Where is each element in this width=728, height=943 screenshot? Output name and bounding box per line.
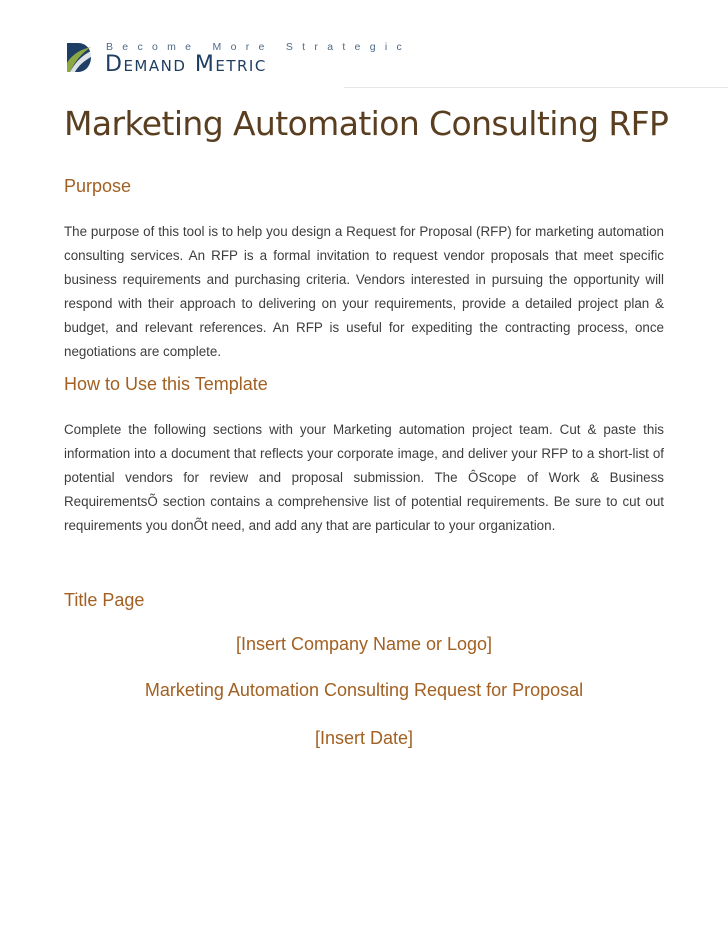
- company-name-placeholder: [Insert Company Name or Logo]: [235, 634, 493, 654]
- document-title: Marketing Automation Consulting RFP: [64, 104, 669, 143]
- page-header: [64, 36, 664, 88]
- demand-metric-logo-icon: [64, 41, 94, 74]
- brand-tagline: Become More Strategic: [106, 41, 412, 53]
- title-page-heading: Title Page: [64, 590, 145, 610]
- date-placeholder: [Insert Date]: [314, 728, 414, 748]
- brand-name: Demand Metric: [105, 52, 267, 77]
- proposal-title: Marketing Automation Consulting Request for Proposal: [144, 680, 584, 700]
- how-to-use-heading: How to Use this Template: [64, 374, 268, 394]
- purpose-paragraph: The purpose of this tool is to help you design a Request for Proposal (RFP) for marketing automation consulting services. An RFP is a formal invitation to request vendor proposals that meet specific business requirements and purchasing criteria. Vendors interested in pursuing the opportunity will respond with their approach to delivering on your requirements, provide a detailed project plan & budget, and relevant references. An RFP is useful for expediting the contracting process, once negotiations are complete.: [64, 224, 664, 359]
- how-to-use-paragraph: Complete the following sections with your Marketing automation project team. Cut & paste this information into a document that reflects your corporate image, and deliver your RFP to a short-list of potential vendors for review and proposal submission. The ÔScope of Work & Business RequirementsÕ section contains a comprehensive list of potential requirements. Be sure to cut out requirements you donÕt need, and add any that are particular to your organization.: [64, 422, 664, 533]
- header-divider: [344, 87, 728, 88]
- purpose-heading: Purpose: [64, 176, 132, 196]
